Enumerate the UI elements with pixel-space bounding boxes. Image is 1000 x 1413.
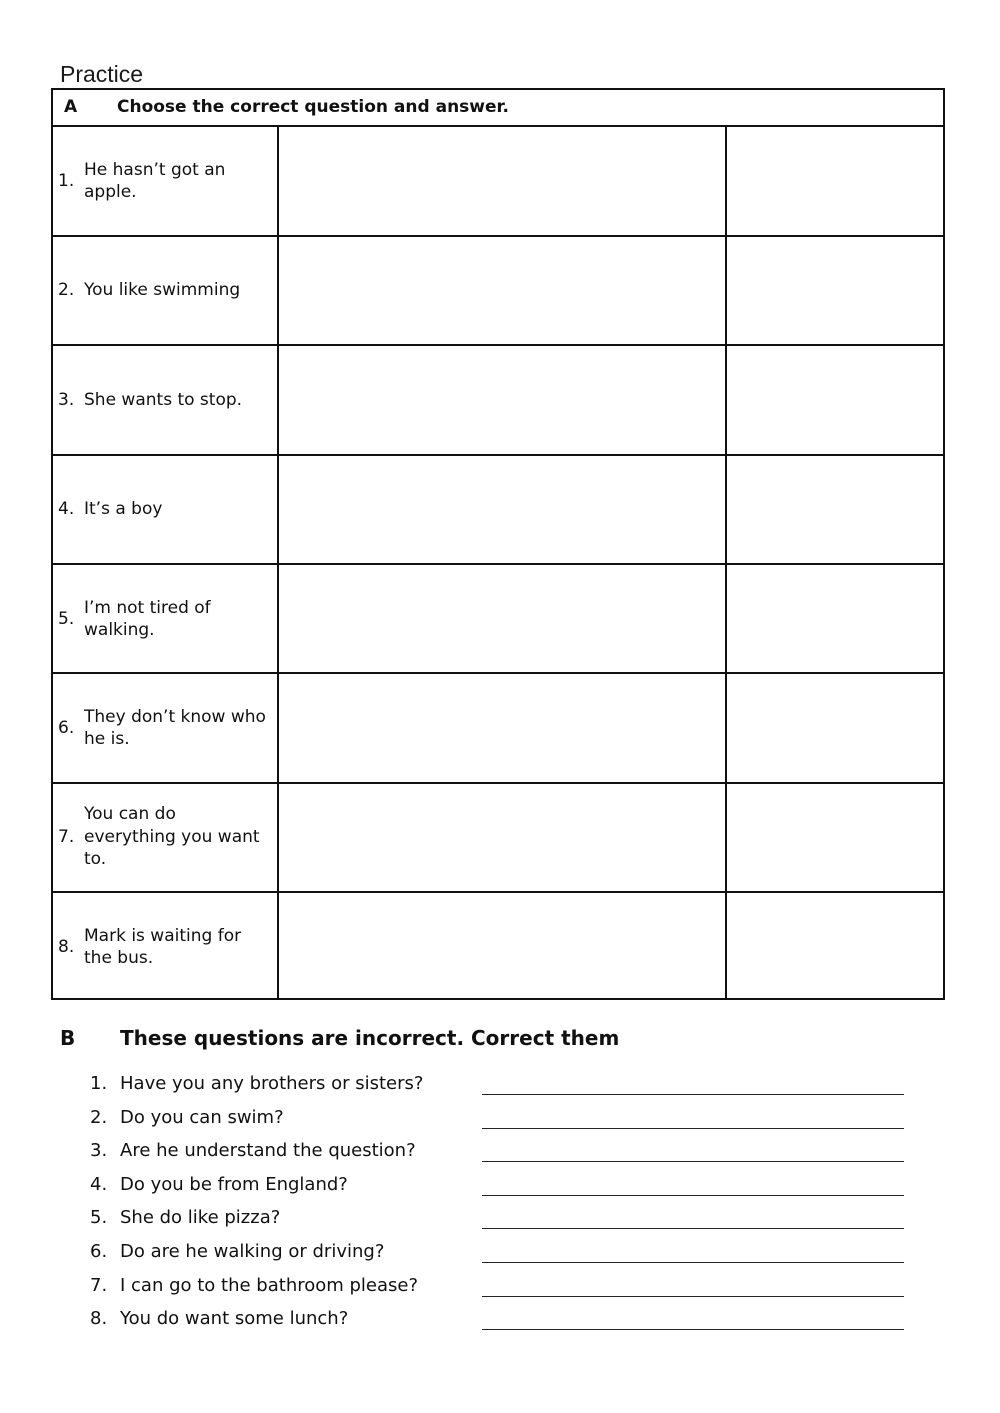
row-statement-text: Mark is waiting for the bus. — [84, 925, 242, 968]
question-cell[interactable] — [279, 674, 725, 782]
row-number: 3. — [58, 389, 75, 410]
section-a-letter: A — [64, 97, 78, 117]
row-statement-text: They don’t know who he is. — [84, 706, 266, 749]
item-question: You do want some lunch? — [120, 1308, 349, 1329]
list-item — [88, 1274, 908, 1302]
item-question: Do you can swim? — [120, 1107, 284, 1128]
answer-cell[interactable] — [727, 236, 943, 344]
question-cell[interactable] — [279, 346, 725, 454]
answer-line[interactable] — [482, 1228, 904, 1229]
row-number: 7. — [58, 826, 75, 847]
item-question: Are he understand the question? — [120, 1140, 416, 1161]
row-statement-text: You can do everything you want to. — [84, 804, 260, 870]
answer-cell[interactable] — [727, 783, 943, 891]
answer-cell[interactable] — [727, 674, 943, 782]
list-item — [88, 1307, 908, 1335]
row-statement-text: It’s a boy — [84, 498, 163, 519]
page-title: Practice — [60, 61, 144, 87]
answer-line[interactable] — [482, 1329, 904, 1330]
question-cell[interactable] — [279, 565, 725, 673]
row-number: 5. — [58, 608, 75, 629]
list-item — [88, 1139, 908, 1167]
section-b-letter: B — [60, 1026, 76, 1050]
table-row — [53, 346, 943, 454]
answer-line[interactable] — [482, 1262, 904, 1263]
item-number: 7. — [90, 1275, 108, 1296]
row-statement — [58, 346, 273, 454]
table-row — [53, 783, 943, 891]
row-statement — [58, 455, 273, 563]
row-number: 4. — [58, 498, 75, 519]
row-statement — [58, 565, 273, 673]
question-cell[interactable] — [279, 455, 725, 563]
answer-line[interactable] — [482, 1128, 904, 1129]
item-number: 5. — [90, 1207, 108, 1228]
question-cell[interactable] — [279, 236, 725, 344]
section-a-header — [53, 90, 943, 127]
row-statement — [58, 783, 273, 891]
item-question: Do are he walking or driving? — [120, 1241, 385, 1262]
item-number: 2. — [90, 1107, 108, 1128]
list-item — [88, 1106, 908, 1134]
question-cell[interactable] — [279, 127, 725, 235]
answer-line[interactable] — [482, 1094, 904, 1095]
section-a-title: Choose the correct question and answer. — [117, 97, 509, 117]
item-number: 3. — [90, 1140, 108, 1161]
item-question: Have you any brothers or sisters? — [120, 1073, 424, 1094]
item-number: 4. — [90, 1174, 108, 1195]
item-question: I can go to the bathroom please? — [120, 1275, 419, 1296]
list-item — [88, 1206, 908, 1234]
row-statement — [58, 127, 273, 235]
answer-line[interactable] — [482, 1296, 904, 1297]
answer-cell[interactable] — [727, 346, 943, 454]
table-row — [53, 893, 943, 1001]
table-row — [53, 455, 943, 563]
question-cell[interactable] — [279, 893, 725, 1001]
answer-cell[interactable] — [727, 565, 943, 673]
row-statement-text: You like swimming — [84, 279, 241, 300]
row-statement — [58, 893, 273, 1001]
table-row — [53, 565, 943, 673]
section-b-title: These questions are incorrect. Correct them — [120, 1026, 620, 1050]
list-item — [88, 1240, 908, 1268]
row-number: 2. — [58, 279, 75, 300]
item-question: She do like pizza? — [120, 1207, 281, 1228]
answer-line[interactable] — [482, 1195, 904, 1196]
answer-line[interactable] — [482, 1161, 904, 1162]
row-statement-text: I’m not tired of walking. — [84, 597, 211, 640]
list-item — [88, 1072, 908, 1100]
item-number: 8. — [90, 1308, 108, 1329]
section-a-table — [51, 88, 945, 1000]
item-number: 1. — [90, 1073, 108, 1094]
row-statement-text: He hasn’t got an apple. — [84, 159, 226, 202]
answer-cell[interactable] — [727, 893, 943, 1001]
row-number: 8. — [58, 936, 75, 957]
row-statement — [58, 236, 273, 344]
table-row — [53, 127, 943, 235]
row-number: 6. — [58, 717, 75, 738]
answer-cell[interactable] — [727, 127, 943, 235]
table-row — [53, 236, 943, 344]
question-cell[interactable] — [279, 783, 725, 891]
item-number: 6. — [90, 1241, 108, 1262]
row-statement-text: She wants to stop. — [84, 389, 243, 410]
row-number: 1. — [58, 170, 75, 191]
item-question: Do you be from England? — [120, 1174, 348, 1195]
list-item — [88, 1173, 908, 1201]
answer-cell[interactable] — [727, 455, 943, 563]
row-statement — [58, 674, 273, 782]
table-row — [53, 674, 943, 782]
